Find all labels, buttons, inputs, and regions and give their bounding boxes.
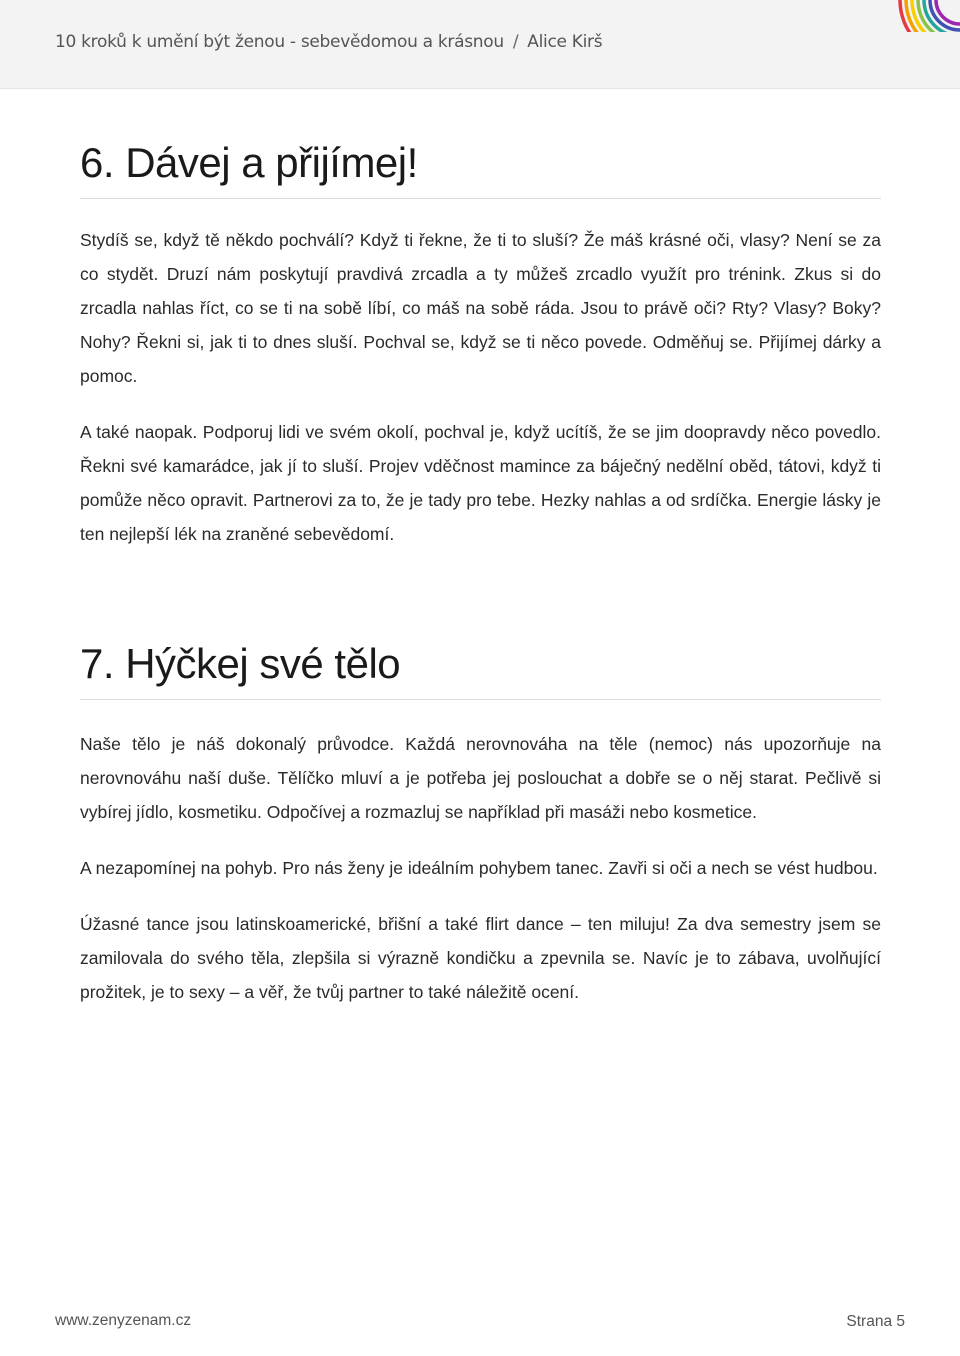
page-number: Strana 5 bbox=[846, 1313, 905, 1330]
website-link[interactable]: www.zenyzenam.cz bbox=[55, 1312, 192, 1329]
section-heading: 7. Hýčkej své tělo bbox=[80, 643, 881, 700]
paragraph: A nezapomínej na pohyb. Pro nás ženy je ideálním pohybem tanec. Zavři si oči a nech se vést hudbou. bbox=[80, 858, 878, 878]
section-heading: 6. Dávej a přijímej! bbox=[80, 142, 881, 199]
book-title: 10 kroků k umění být ženou - sebevědomou a krásnou bbox=[55, 32, 504, 52]
author-name: Alice Kirš bbox=[527, 32, 603, 52]
running-header bbox=[55, 32, 602, 52]
section-6 bbox=[80, 139, 881, 551]
paragraph: Naše tělo je náš dokonalý průvodce. Každá nerovnováha na těle (nemoc) nás upozorňuje na nerovnováhu naší duše. Tělíčko mluví a je potřeba jej poslouchat a dobře se o něj starat. Pečlivě si vybírej jídlo, kosmetiku. Odpočívej a rozmazluj se například při masáži nebo kosmetice. bbox=[80, 734, 881, 822]
page-header bbox=[0, 0, 960, 89]
section-7 bbox=[80, 640, 881, 1009]
paragraph: Úžasné tance jsou latinskoamerické, břišní a také flirt dance – ten miluju! Za dva semestry jsem se zamilovala do svého těla, zlepšila si výrazně kondičku a zpevnila se. Navíc je to zábava, uvolňující prožitek, je to sexy – a věř, že tvůj partner to také náležitě ocení. bbox=[80, 914, 881, 1002]
paragraph: Stydíš se, když tě někdo pochválí? Když ti řekne, že ti to sluší? Že máš krásné oči, vlasy? Není se za co stydět. Druzí nám poskytují pravdivá zrcadla a ty můžeš zrcadlo využít pro trénink. Zkus si do zrcadla nahlas říct, co se ti na sobě líbí, co máš na sobě ráda. Jsou to právě oči? Rty? Vlasy? Boky? Nohy? Řekni si, jak ti to dnes sluší. Pochval se, když se ti něco povede. Odměňuj se. Přijímej dárky a pomoc. bbox=[80, 230, 881, 386]
rainbow-arcs-logo-icon bbox=[868, 0, 960, 32]
paragraph: A také naopak. Podporuj lidi ve svém okolí, pochval je, když ucítíš, že se jim doopravdy něco povedlo. Řekni své kamarádce, jak jí to sluší. Projev vděčnost mamince za báječný nedělní oběd, tátovi, když ti pomůže něco opravit. Partnerovi za to, že je tady pro tebe. Hezky nahlas a od srdíčka. Energie lásky je ten nejlepší lék na zraněné sebevědomí. bbox=[80, 422, 881, 544]
header-separator: / bbox=[512, 32, 519, 52]
